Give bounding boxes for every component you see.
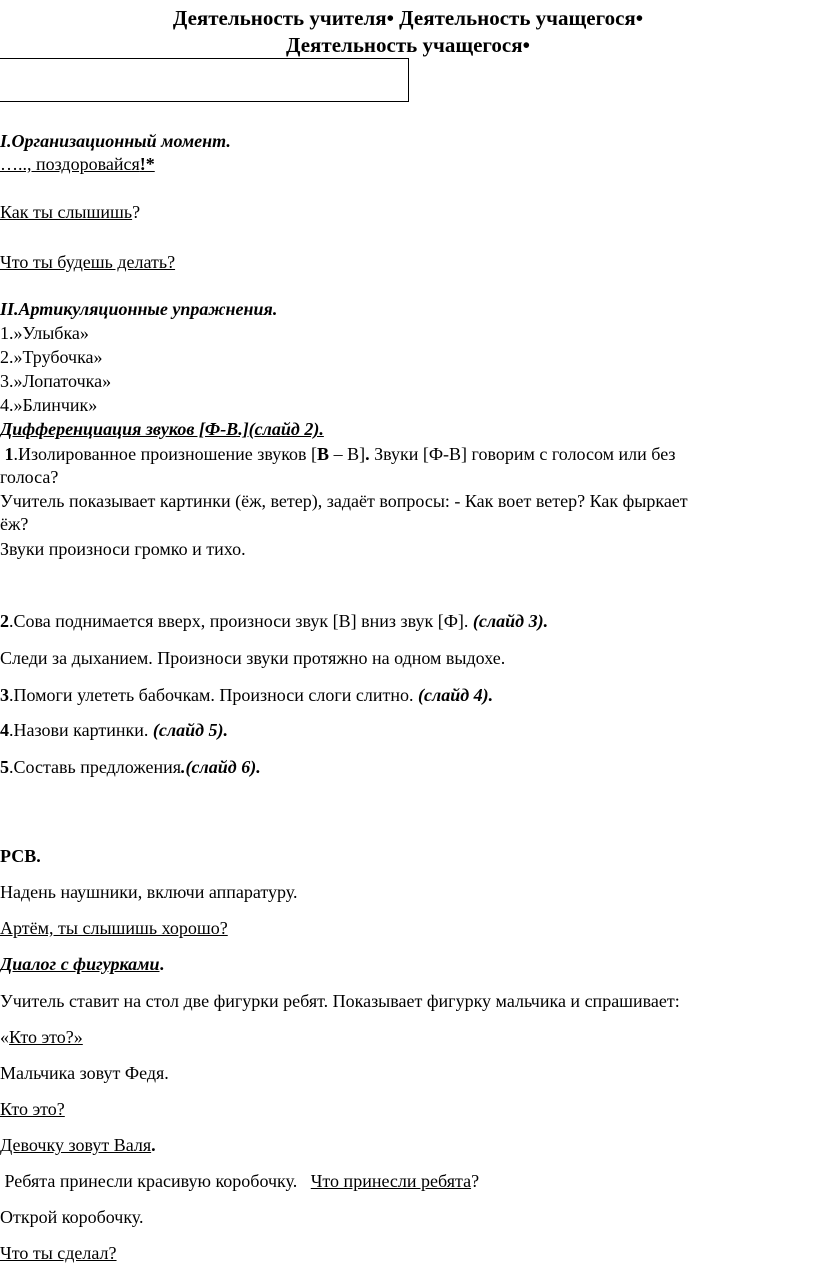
paragraph-text: – В] (329, 444, 366, 464)
slide-reference: (слайд 5). (152, 720, 229, 740)
paragraph-isolated-line1 (0, 443, 676, 465)
paragraph-teacher-line2: ёж? (0, 514, 29, 534)
question-who-girl: Кто это? (0, 1099, 65, 1119)
step-number: 2 (0, 611, 9, 631)
empty-table-cell (0, 58, 409, 102)
question-who-text: Кто это?» (9, 1027, 83, 1047)
box-question: Что принесли ребята (310, 1171, 472, 1191)
page-subtitle: Деятельность учащегося• (286, 33, 530, 57)
section-heading-organizational: I.Организационный момент. (0, 131, 231, 151)
paragraph-isolated-line2: голоса? (0, 467, 59, 487)
step-sentences (0, 756, 261, 778)
list-item: 1.»Улыбка» (0, 323, 89, 343)
slide-reference: (слайд 3). (472, 611, 549, 631)
step-text: .Сова поднимается вверх, произноси звук [В] вниз звук [Ф]. (9, 611, 473, 631)
step-number: 5 (0, 757, 9, 777)
dialog-heading-dot: . (159, 954, 164, 974)
greeting-mark: !* (139, 154, 155, 174)
step-name-pictures (0, 719, 228, 741)
list-item: 3.»Лопаточка» (0, 371, 112, 391)
slide-reference: (слайд 4). (417, 685, 494, 705)
list-item: 4.»Блинчик» (0, 395, 98, 415)
paragraph-bold-letter: В (317, 444, 330, 464)
box-statement: Ребята принесли красивую коробочку. (0, 1171, 311, 1191)
step-number: 4 (0, 720, 9, 740)
girl-name (0, 1134, 156, 1156)
paragraph-text: Звуки [Ф-В] говорим с голосом или без (369, 444, 676, 464)
question-hearing-well: Артём, ты слышишь хорошо? (0, 918, 228, 938)
step-text: .Составь предложения (9, 757, 182, 777)
step-owl (0, 610, 548, 632)
box-line (0, 1170, 479, 1192)
page-title: Деятельность учителя• Деятельность учащегося• (172, 6, 644, 30)
step-butterflies (0, 684, 493, 706)
paragraph-text: .Изолированное произношение звуков [ (13, 444, 318, 464)
paragraph-bold-dot: . (365, 444, 370, 464)
box-question-mark: ? (471, 1171, 480, 1191)
question-what-did: Что ты сделал? (0, 1243, 117, 1263)
question-hearing-mark: ? (132, 202, 141, 222)
question-hearing (0, 201, 140, 223)
slide-reference: .(слайд 6). (181, 757, 261, 777)
quote-open: « (0, 1027, 9, 1047)
step-text: .Помоги улететь бабочкам. Произноси слоги слитно. (9, 685, 418, 705)
dialog-heading-line (0, 953, 164, 975)
step-number: 3 (0, 685, 9, 705)
greeting-text: ….., поздоровайся (0, 154, 140, 174)
teacher-figures: Учитель ставит на стол две фигурки ребят. Показывает фигурку мальчика и спрашивает: (0, 991, 680, 1011)
paragraph-teacher-line1: Учитель показывает картинки (ёж, ветер), задаёт вопросы: - Как воет ветер? Как фыркает (0, 491, 688, 511)
step-text: .Назови картинки. (9, 720, 153, 740)
section-heading-rsv: РСВ. (0, 846, 41, 866)
boy-name: Мальчика зовут Федя. (0, 1063, 169, 1083)
dialog-heading: Диалог с фигурками (0, 954, 160, 974)
list-item: 2.»Трубочка» (0, 347, 103, 367)
question-what-do: Что ты будешь делать? (0, 252, 176, 272)
girl-name-dot: . (151, 1135, 156, 1155)
instruction-headphones: Надень наушники, включи аппаратуру. (0, 882, 298, 902)
question-who-boy (0, 1026, 83, 1048)
step-breathing: Следи за дыханием. Произноси звуки протяжно на одном выдохе. (0, 648, 506, 668)
greeting-line (0, 153, 155, 175)
instruction-open-box: Открой коробочку. (0, 1207, 144, 1227)
section-heading-differentiation: Дифференциация звуков [Ф-В.](слайд 2). (0, 419, 324, 439)
paragraph-loud-quiet: Звуки произноси громко и тихо. (0, 539, 246, 559)
girl-name-text: Девочку зовут Валя (0, 1135, 152, 1155)
question-hearing-text: Как ты слышишь (0, 202, 133, 222)
step-number: 1 (4, 444, 14, 464)
section-heading-articulation: II.Артикуляционные упражнения. (0, 299, 278, 319)
